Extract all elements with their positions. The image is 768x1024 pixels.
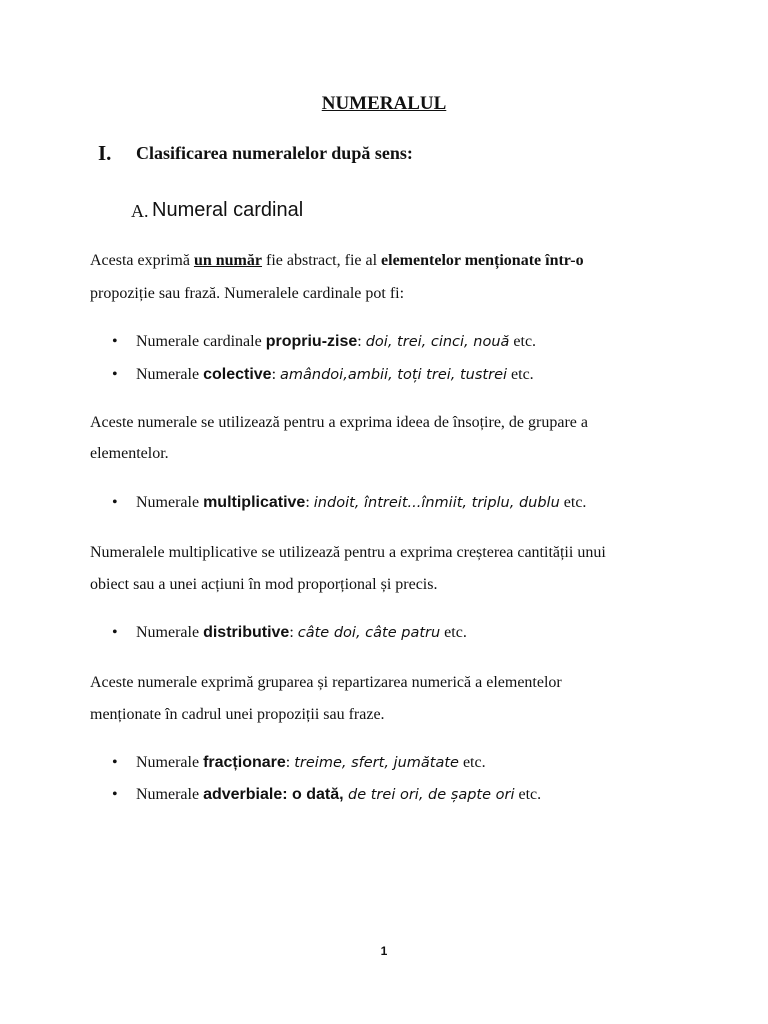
page-number: 1 xyxy=(380,944,388,958)
intro-line-2: propoziție sau frază. Numeralele cardinale pot fi: xyxy=(90,285,405,302)
bullet-icon: • xyxy=(112,754,118,771)
list-item xyxy=(112,366,534,384)
item-examples: treime, sfert, jumătate xyxy=(294,755,459,771)
bullet-icon: • xyxy=(112,494,118,511)
paragraph-3-line-1: Numeralele multiplicative se utilizează pentru a exprima creșterea cantității unui xyxy=(90,544,606,561)
item-text: etc. xyxy=(509,333,537,350)
section-title: Clasificarea numeralelor după sens: xyxy=(136,143,413,163)
section-number: I. xyxy=(98,141,112,165)
item-examples: câte doi, câte patru xyxy=(297,625,441,641)
document-title: NUMERALUL xyxy=(321,93,447,114)
item-text: etc. xyxy=(458,754,486,771)
item-examples: indoit, întreit...înmiit, triplu, dublu xyxy=(313,495,560,511)
bullet-icon: • xyxy=(112,366,118,383)
item-text: : o dată, xyxy=(282,786,349,803)
paragraph-4-line-1: Aceste numerale exprimă gruparea și repartizarea numerică a elementelor xyxy=(90,674,562,691)
subsection-letter: A. xyxy=(131,201,149,221)
paragraph-2-line-1: Aceste numerale se utilizează pentru a exprima ideea de însoțire, de grupare a xyxy=(90,414,588,431)
paragraph-3-line-2: obiect sau a unei acțiuni în mod proporțional și precis. xyxy=(90,576,438,593)
paragraph-4-line-2: menționate în cadrul unei propoziții sau fraze. xyxy=(90,706,385,723)
list-item xyxy=(112,786,541,804)
list-item xyxy=(112,494,586,512)
item-text: : xyxy=(357,333,366,350)
list-item xyxy=(112,624,467,642)
item-examples: doi, trei, cinci, nouă xyxy=(365,334,510,350)
item-term: multiplicative xyxy=(203,494,306,511)
item-term: adverbiale xyxy=(203,786,283,803)
item-text: : xyxy=(289,624,298,641)
list-item xyxy=(112,754,486,772)
paragraph-2-line-2: elementelor. xyxy=(90,445,169,462)
item-examples: amândoi,ambii, toți trei, tustrei xyxy=(280,367,508,383)
intro-emphasis: un număr xyxy=(193,252,262,269)
item-term: propriu-zise xyxy=(265,333,358,350)
item-text: : xyxy=(305,494,314,511)
item-term: distributive xyxy=(203,624,290,641)
list-item xyxy=(112,333,536,351)
item-text: etc. xyxy=(514,786,542,803)
subsection-title: Numeral cardinal xyxy=(152,199,304,221)
item-text: Numerale xyxy=(136,754,204,771)
bullet-icon: • xyxy=(112,624,118,641)
item-examples: de trei ori, de șapte ori xyxy=(348,787,515,803)
item-text: : xyxy=(285,754,295,771)
item-term: colective xyxy=(203,366,272,383)
bullet-icon: • xyxy=(112,333,118,350)
item-text: etc. xyxy=(507,366,534,383)
intro-emphasis: elementelor menționate într-o xyxy=(381,252,584,269)
intro-line-1 xyxy=(90,252,584,270)
item-text: Numerale xyxy=(136,624,204,641)
bullet-icon: • xyxy=(112,786,118,803)
item-text: Numerale xyxy=(136,494,204,511)
item-term: fracționare xyxy=(203,754,286,771)
intro-text: Acesta exprimă xyxy=(90,252,194,269)
item-text: etc. xyxy=(559,494,587,511)
intro-text: fie abstract, fie al xyxy=(261,252,382,269)
item-text: Numerale xyxy=(136,366,204,383)
item-text: etc. xyxy=(440,624,467,641)
item-text: Numerale cardinale xyxy=(136,333,266,350)
item-text: : xyxy=(271,366,281,383)
item-text: Numerale xyxy=(136,786,204,803)
